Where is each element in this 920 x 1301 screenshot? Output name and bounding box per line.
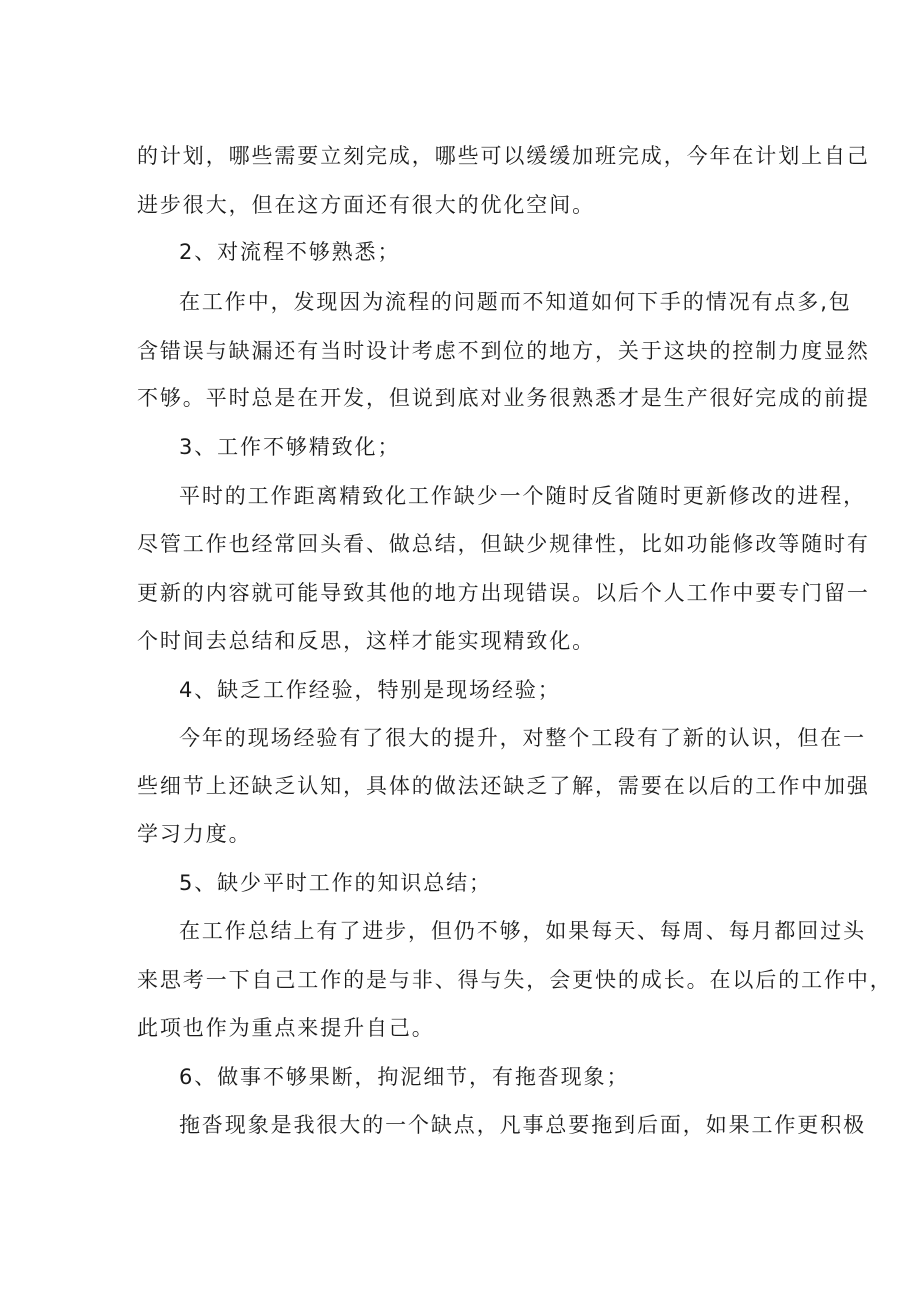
list-heading-2: 2、对流程不够熟悉； — [179, 240, 401, 264]
paragraph-line: 进步很大，但在这方面还有很大的优化空间。 — [137, 193, 595, 217]
paragraph-line: 在工作总结上有了进步，但仍不够，如果每天、每周、每月都回过头 — [179, 919, 866, 943]
list-heading-6: 6、做事不够果断，拘泥细节，有拖沓现象； — [179, 1065, 630, 1089]
paragraph-line: 尽管工作也经常回头看、做总结，但缺少规律性，比如功能修改等随时有 — [137, 532, 870, 556]
paragraph-line: 来思考一下自己工作的是与非、得与失，会更快的成长。在以后的工作中， — [137, 968, 893, 992]
paragraph-line: 些细节上还缺乏认知，具体的做法还缺乏了解，需要在以后的工作中加强 — [137, 774, 870, 798]
paragraph-line: 更新的内容就可能导致其他的地方出现错误。以后个人工作中要专门留一 — [137, 581, 870, 605]
list-heading-5: 5、缺少平时工作的知识总结； — [179, 871, 492, 895]
paragraph-line: 平时的工作距离精致化工作缺少一个随时反省随时更新修改的进程， — [179, 484, 866, 508]
paragraph-line: 的计划，哪些需要立刻完成，哪些可以缓缓加班完成，今年在计划上自己 — [137, 144, 870, 168]
paragraph-line: 此项也作为重点来提升自己。 — [137, 1016, 435, 1040]
paragraph-line: 学习力度。 — [137, 822, 252, 846]
paragraph-line: 个时间去总结和反思，这样才能实现精致化。 — [137, 629, 595, 653]
paragraph-line: 在工作中，发现因为流程的问题而不知道如何下手的情况有点多,包 — [179, 290, 852, 314]
list-heading-3: 3、工作不够精致化； — [179, 435, 401, 459]
paragraph-line: 含错误与缺漏还有当时设计考虑不到位的地方，关于这块的控制力度显然 — [137, 339, 870, 363]
paragraph-line: 拖沓现象是我很大的一个缺点，凡事总要拖到后面，如果工作更积极 — [179, 1113, 866, 1137]
paragraph-line: 今年的现场经验有了很大的提升，对整个工段有了新的认识，但在一 — [179, 726, 866, 750]
list-heading-4: 4、缺乏工作经验，特别是现场经验； — [179, 678, 561, 702]
paragraph-line: 不够。平时总是在开发，但说到底对业务很熟悉才是生产很好完成的前提 — [137, 386, 870, 410]
